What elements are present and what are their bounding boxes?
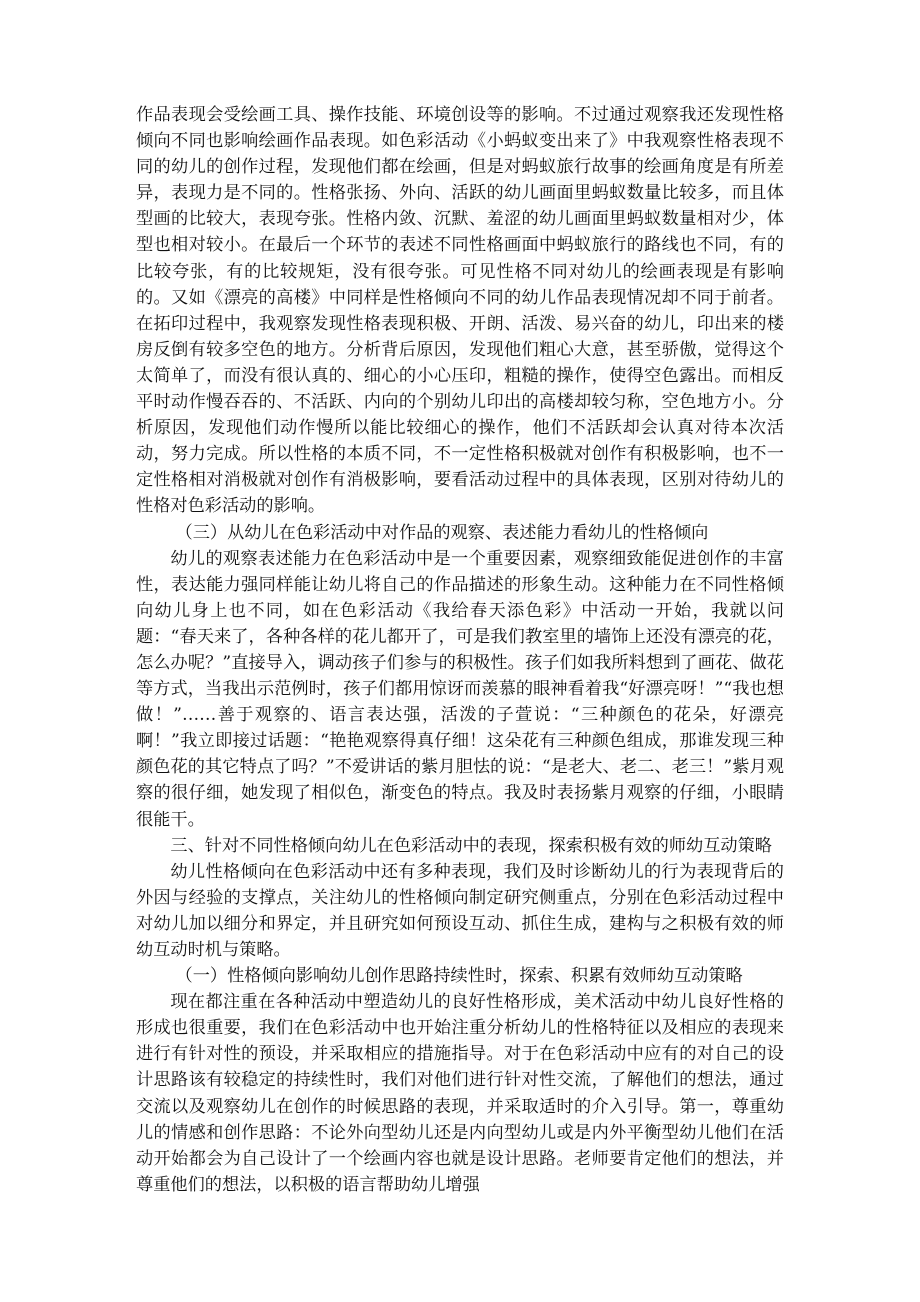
body-paragraph: 现在都注重在各种活动中塑造幼儿的良好性格形成，美术活动中幼儿良好性格的形成也很重要，我们在色彩活动中也开始注重分析幼儿的性格特征以及相应的表现来进行有针对性的预设，并采取相应的措施指导。对于在色彩活动中应有的对自己的设计思路该有较稳定的持续性时，我们对他们进行针对性交流，了解他们的想法，通过交流以及观察幼儿在创作的时候思路的表现，并采取适时的介入引导。第一，尊重幼儿的情感和创作思路：不论外向型幼儿还是内向型幼儿或是内外平衡型幼儿他们在活动开始都会为自己设计了一个绘画内容也就是设计思路。老师要肯定他们的想法，并尊重他们的想法，以积极的语言帮助幼儿增强 <box>136 992 784 1195</box>
body-paragraph: 幼儿性格倾向在色彩活动中还有多种表现，我们及时诊断幼儿的行为表现背后的外因与经验的支撑点，关注幼儿的性格倾向制定研究侧重点，分别在色彩活动过程中对幼儿加以细分和界定，并且研究如何预设互动、抓住生成，建构与之积极有效的师幼互动时机与策略。 <box>136 861 784 960</box>
subsection-heading: （三）从幼儿在色彩活动中对作品的观察、表述能力看幼儿的性格倾向 <box>175 522 709 543</box>
document-page <box>136 102 784 1198</box>
subsection-heading: （一）性格倾向影响幼儿创作思路持续性时，探索、积累有效师幼互动策略 <box>175 966 743 987</box>
body-paragraph: 作品表现会受绘画工具、操作技能、环境创设等的影响。不过通过观察我还发现性格倾向不同也影响绘画作品表现。如色彩活动《小蚂蚁变出来了》中我观察性格表现不同的幼儿的创作过程，发现他们都在绘画，但是对蚂蚁旅行故事的绘画角度是有所差异，表现力是不同的。性格张扬、外向、活跃的幼儿画面里蚂蚁数量比较多，而且体型画的比较大，表现夸张。性格内敛、沉默、羞涩的幼儿画面里蚂蚁数量相对少，体型也相对较小。在最后一个环节的表述不同性格画面中蚂蚁旅行的路线也不同，有的比较夸张，有的比较规矩，没有很夸张。可见性格不同对幼儿的绘画表现是有影响的。又如《漂亮的高楼》中同样是性格倾向不同的幼儿作品表现情况却不同于前者。在拓印过程中，我观察发现性格表现积极、开朗、活泼、易兴奋的幼儿，印出来的楼房反倒有较多空色的地方。分析背后原因，发现他们粗心大意，甚至骄傲，觉得这个太简单了，而没有很认真的、细心的小心压印，粗糙的操作，使得空色露出。而相反平时动作慢吞吞的、不活跃、内向的个别幼儿印出的高楼却较匀称，空色地方小。分析原因，发现他们动作慢所以能比较细心的操作，他们不活跃却会认真对待本次活动，努力完成。所以性格的本质不同，不一定性格积极就对创作有积极影响，也不一定性格相对消极就对创作有消极影响，要看活动过程中的具体表现，区别对待幼儿的性格对色彩活动的影响。 <box>136 105 784 517</box>
body-paragraph: 幼儿的观察表述能力在色彩活动中是一个重要因素，观察细致能促进创作的丰富性，表达能力强同样能让幼儿将自己的作品描述的形象生动。这种能力在不同性格倾向幼儿身上也不同，如在色彩活动《我给春天添色彩》中活动一开始，我就以问题：“春天来了，各种各样的花儿都开了，可是我们教室里的墙饰上还没有漂亮的花，怎么办呢？”直接导入，调动孩子们参与的积极性。孩子们如我所料想到了画花、做花等方式，当我出示范例时，孩子们都用惊讶而羡慕的眼神看着我“好漂亮呀！”“我也想做！”……善于观察的、语言表达强，活泼的子萱说：“三种颜色的花朵，好漂亮啊！”我立即接过话题：“艳艳观察得真仔细！这朵花有三种颜色组成，那谁发现三种颜色花的其它特点了吗？”不爱讲话的紫月胆怯的说：“是老大、老二、老三！”紫月观察的很仔细，她发现了相似色，渐变色的特点。我及时表扬紫月观察的仔细，小眼睛很能干。 <box>136 548 784 830</box>
section-heading: 三、针对不同性格倾向幼儿在色彩活动中的表现，探索积极有效的师幼互动策略 <box>170 835 772 856</box>
